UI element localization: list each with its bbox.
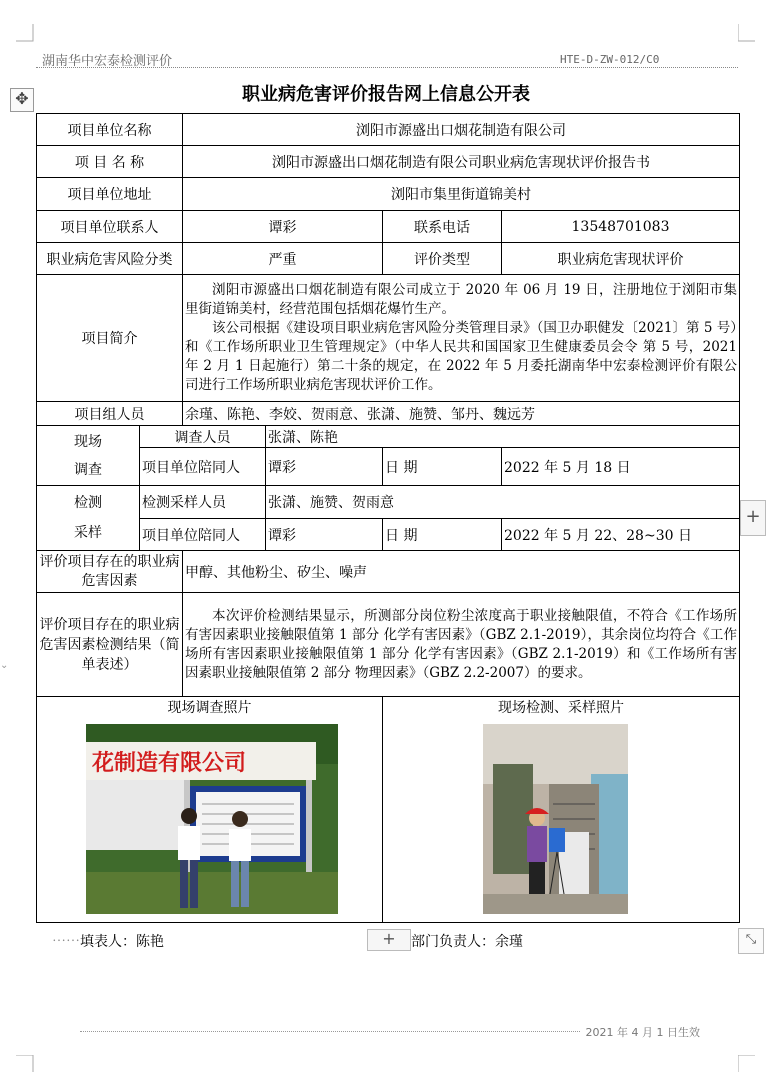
header-doc-code: HTE-D-ZW-012/C0 bbox=[560, 53, 660, 66]
intro-label: 项目简介 bbox=[37, 275, 183, 402]
info-table bbox=[36, 113, 740, 923]
survey-date-label: 日 期 bbox=[383, 448, 502, 486]
header-company: 湖南华中宏泰检测评价 bbox=[42, 54, 173, 69]
team-value: 余瑾、陈艳、李姣、贺雨意、张潇、施赞、邹丹、魏远芳 bbox=[183, 402, 740, 426]
expand-right-icon[interactable]: + bbox=[740, 500, 766, 536]
results-paragraph: 本次评价检测结果显示，所测部分岗位粉尘浓度高于职业接触限值，不符合《工作场所有害因素职业接触限值第 1 部分 化学有害因素》（GBZ 2.1-2019），其余岗位均符合《工作场所有害因素职业接触限值第 1 部分 化学有害因素》（GBZ 2.1-2019）和《工作场所有害因素职业接触限值第 2 部分 物理因素》（GBZ 2.2-2007）的要求。 bbox=[185, 607, 737, 681]
filler-text: 填表人：陈艳 bbox=[80, 934, 164, 950]
project-name-value: 浏阳市源盛出口烟花制造有限公司职业病危害现状评价报告书 bbox=[183, 146, 740, 178]
corner-mark-bottom-left bbox=[16, 1055, 34, 1073]
survey-photo bbox=[86, 724, 338, 914]
page-title: 职业病危害评价报告网上信息公开表 bbox=[242, 84, 530, 105]
survey-staff-value: 张潇、陈艳 bbox=[266, 426, 740, 448]
corner-mark-top-right bbox=[738, 24, 756, 42]
contact-label: 项目单位联系人 bbox=[37, 211, 183, 243]
survey-photo-label: 现场调查照片 bbox=[167, 700, 252, 716]
sampling-photo-label: 现场检测、采样照片 bbox=[498, 700, 624, 716]
results-text bbox=[183, 593, 740, 697]
unit-name-label: 项目单位名称 bbox=[37, 114, 183, 146]
corner-mark-top-left bbox=[16, 24, 34, 42]
unit-name-value: 浏阳市源盛出口烟花制造有限公司 bbox=[183, 114, 740, 146]
address-label: 项目单位地址 bbox=[37, 178, 183, 211]
footer-effective-date: 2021 年 4 月 1 日生效 bbox=[585, 1026, 700, 1039]
footer-dots bbox=[80, 1031, 580, 1032]
survey-photo-sign-text: 花制造有限公司 bbox=[92, 751, 247, 776]
phone-label: 联系电话 bbox=[383, 211, 502, 243]
intro-paragraph-1: 浏阳市源盛出口烟花制造有限公司成立于 2020 年 06 月 19 日，注册地位于浏阳市集里街道锦美村，经营范围包括烟花爆竹生产。 bbox=[185, 282, 737, 317]
sampling-escort-value: 谭彩 bbox=[266, 519, 383, 551]
footer bbox=[80, 1024, 700, 1040]
dept-head-signature: 部门负责人：余瑾 bbox=[411, 934, 523, 950]
sampling-escort-label: 项目单位陪同人 bbox=[140, 519, 266, 551]
address-value: 浏阳市集里街道锦美村 bbox=[183, 178, 740, 211]
risk-label: 职业病危害风险分类 bbox=[37, 243, 183, 275]
survey-escort-label: 项目单位陪同人 bbox=[140, 448, 266, 486]
survey-label-line-1: 现场 bbox=[74, 433, 102, 450]
sampling-date-label: 日 期 bbox=[383, 519, 502, 551]
corner-mark-bottom-right bbox=[738, 1055, 756, 1073]
filler-signature: ⋯⋯填表人：陈艳 bbox=[52, 934, 164, 950]
sampling-staff-value: 张潇、施赞、贺雨意 bbox=[266, 486, 740, 519]
sampling-photo-cell bbox=[383, 697, 740, 923]
project-name-label: 项 目 名 称 bbox=[37, 146, 183, 178]
eval-type-value: 职业病危害现状评价 bbox=[502, 243, 740, 275]
add-row-icon[interactable]: + bbox=[367, 929, 411, 951]
contact-value: 谭彩 bbox=[183, 211, 383, 243]
team-label: 项目组人员 bbox=[37, 402, 183, 426]
survey-label bbox=[37, 426, 140, 486]
phone-value: 13548701083 bbox=[502, 211, 740, 243]
survey-staff-label: 调查人员 bbox=[140, 426, 266, 448]
sampling-staff-label: 检测采样人员 bbox=[140, 486, 266, 519]
sampling-label-line-2: 采样 bbox=[74, 525, 102, 541]
table-move-handle-icon[interactable]: ✥ bbox=[10, 88, 34, 112]
hazards-value: 甲醇、其他粉尘、矽尘、噪声 bbox=[183, 551, 740, 593]
sampling-label bbox=[37, 486, 140, 551]
survey-label-line-2: 调查 bbox=[74, 461, 102, 478]
results-label: 评价项目存在的职业病危害因素检测结果（简单表述） bbox=[37, 593, 183, 697]
sampling-date-value: 2022 年 5 月 22、28~30 日 bbox=[502, 519, 740, 551]
survey-escort-value: 谭彩 bbox=[266, 448, 383, 486]
sampling-photo bbox=[483, 724, 628, 914]
intro-paragraph-2: 该公司根据《建设项目职业病危害风险分类管理目录》（国卫办职健发〔2021〕第 5 号）和《工作场所职业卫生管理规定》（中华人民共和国国家卫生健康委员会令 第 5 号，2021 年 2 月 1 日起施行）第二十条的规定，在 2022 年 5 月委托湖南华中宏泰检测评价有限公司进行工作场所职业病危害现状评价工作。 bbox=[185, 320, 737, 393]
eval-type-label: 评价类型 bbox=[383, 243, 502, 275]
hazards-label: 评价项目存在的职业病危害因素 bbox=[37, 551, 183, 593]
header-divider bbox=[36, 67, 738, 68]
risk-value: 严重 bbox=[183, 243, 383, 275]
intro-text bbox=[183, 275, 740, 402]
survey-date-value: 2022 年 5 月 18 日 bbox=[502, 448, 740, 486]
resize-handle-icon[interactable]: ⤡ bbox=[738, 928, 764, 954]
survey-photo-cell bbox=[37, 697, 383, 923]
sampling-label-line-1: 检测 bbox=[74, 495, 102, 511]
margin-marker: ⌄ bbox=[0, 660, 9, 671]
